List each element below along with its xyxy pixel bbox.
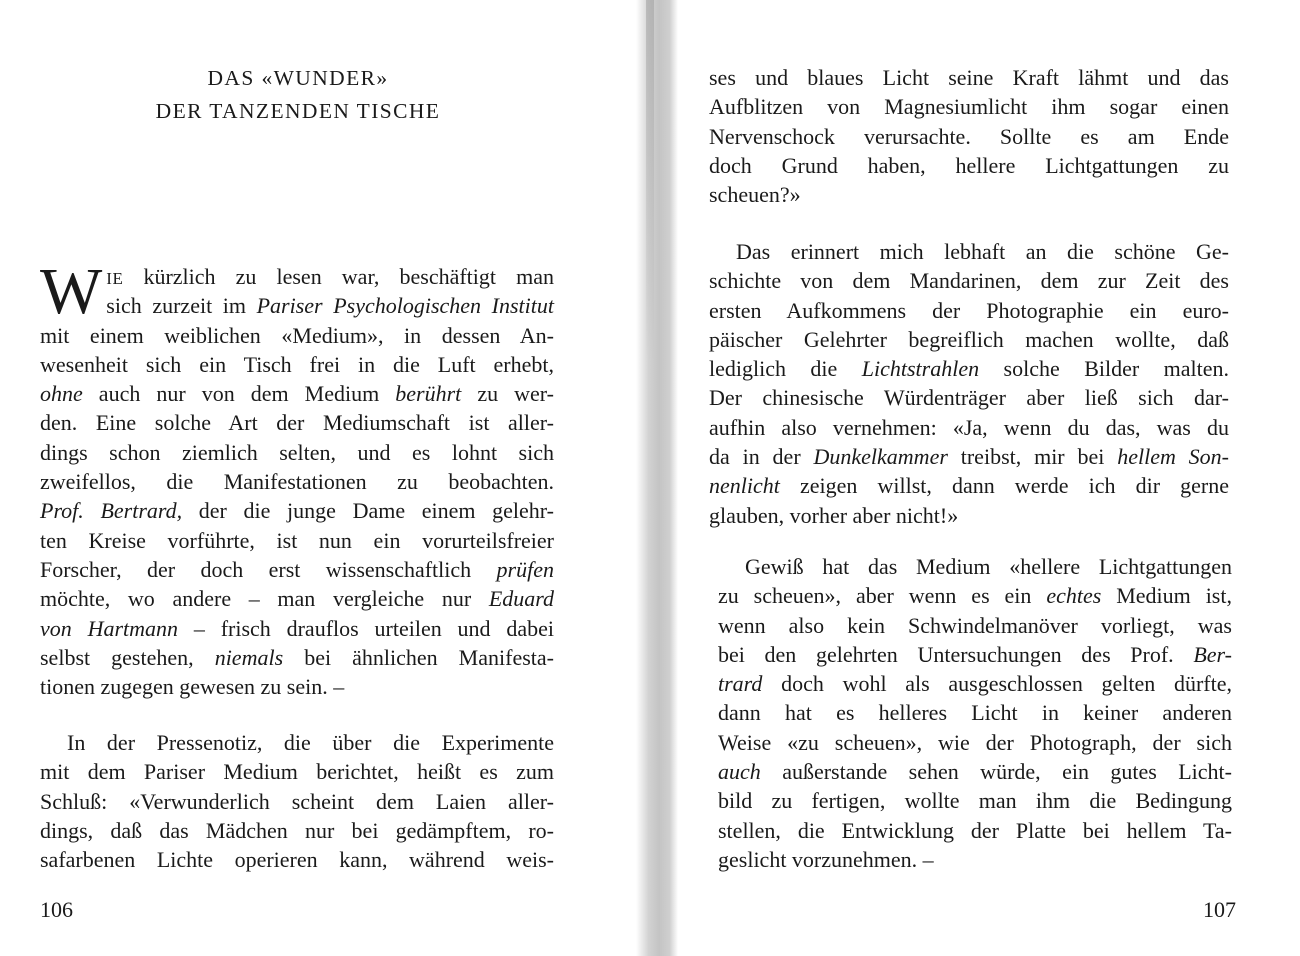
small-caps: IE (106, 269, 124, 288)
text-line (709, 354, 1229, 383)
text-line: ersten Aufkommens der Photographie ein euro- (709, 297, 1229, 323)
text-span: doch wohl als ausgeschlossen gelten dürfte, (762, 671, 1232, 697)
text-line: stellen, die Entwicklung der Platte bei hellem Ta- (718, 817, 1232, 843)
page-number: 107 (1203, 897, 1236, 922)
text-line: dings, daß das Mädchen nur bei gedämpftem, ro- (40, 817, 554, 843)
text-line (718, 669, 1232, 698)
text-line: doch Grund haben, hellere Lichtgattungen zu (709, 152, 1229, 178)
text-line (40, 555, 554, 584)
italic-span: Pariser Psychologischen Institut (256, 293, 554, 319)
text-line (40, 379, 554, 408)
text-span: bei ähnlichen Manifesta- (283, 644, 554, 670)
text-span: treibst, mir bei (947, 444, 1118, 470)
italic-span: prüfen (496, 556, 554, 582)
gutter-shadow (646, 0, 654, 360)
italic-span: nenlicht (709, 473, 780, 499)
italic-span: echtes (1046, 583, 1102, 609)
text-line: Gewiß hat das Medium «hellere Lichtgattungen (745, 554, 1232, 579)
text-line: schichte von dem Mandarinen, dem zur Zeit des (709, 268, 1229, 294)
text-span: kürzlich zu lesen war, beschäftigt man (123, 264, 554, 289)
chapter-title-line-1: DAS «WUNDER» (207, 66, 389, 90)
text-line (718, 757, 1232, 786)
chapter-title-line-2: DER TANZENDEN TISCHE (155, 99, 441, 123)
text-span: Medium ist, (1101, 583, 1232, 609)
text-span: bei den gelehrten Untersuchungen des Prof. (718, 641, 1194, 667)
book-gutter (636, 0, 678, 956)
page-number: 106 (40, 897, 73, 922)
text-line (40, 496, 554, 525)
text-span: solche Bilder malten. (979, 356, 1229, 382)
text-line: den. Eine solche Art der Mediumschaft ist aller- (40, 410, 554, 436)
italic-span: niemals (214, 644, 284, 670)
text-span: zeigen willst, dann werde ich dir gerne (779, 473, 1229, 499)
text-span: zu scheuen», aber wenn es ein (718, 583, 1047, 609)
text-line: aufhin also vernehmen: «Ja, wenn du das, was du (709, 414, 1229, 440)
text-line (718, 581, 1232, 610)
text-line: dann hat es helleres Licht in keiner anderen (718, 700, 1232, 726)
text-line: safarbenen Lichte operieren kann, während weis- (40, 847, 554, 873)
text-line: Nervenschock verursachte. Sollte es am Ende (709, 123, 1229, 149)
text-line: wesenheit sich ein Tisch frei in die Luft erhebt, (40, 351, 554, 377)
text-line (40, 262, 554, 291)
text-line (40, 584, 554, 613)
text-span: sich zurzeit im (106, 293, 257, 319)
italic-span: trard (718, 671, 763, 697)
text-line (718, 640, 1232, 669)
text-line: Der chinesische Würdenträger aber ließ sich dar- (709, 385, 1229, 411)
text-line: wenn also kein Schwindelmanöver vorliegt, was (718, 612, 1232, 638)
text-span: möchte, wo andere – man vergleiche nur (40, 586, 489, 612)
chapter-title (40, 62, 556, 128)
text-line: ten Kreise vorführte, ist nun ein vorurteilsfreier (40, 527, 554, 553)
text-span: der die junge Dame einem gelehr- (182, 498, 555, 524)
text-line: dings schon ziemlich selten, und es lohnt sich (40, 439, 554, 465)
italic-span: Prof. Bertrard, (40, 498, 183, 524)
text-line: tionen zugegen gewesen zu sein. – (40, 674, 345, 700)
text-span: Forscher, der doch erst wissenschaftlich (40, 556, 497, 582)
italic-span: Ber- (1193, 641, 1232, 667)
right-page (680, 0, 1300, 956)
text-line: Schluß: «Verwunderlich scheint dem Laien aller- (40, 788, 554, 814)
text-line (40, 643, 554, 672)
italic-span: von Hartmann (40, 615, 179, 641)
text-line: Weise «zu scheuen», wie der Photograph, der sich (718, 729, 1232, 755)
text-line: ses und blaues Licht seine Kraft lähmt und das (709, 65, 1229, 90)
text-line: Aufblitzen von Magnesiumlicht ihm sogar einen (709, 94, 1229, 120)
paragraph-2 (40, 728, 554, 874)
text-span: lediglich die (709, 356, 862, 382)
text-line: scheuen?» (709, 182, 801, 208)
text-line: In der Pressenotiz, die über die Experimente (67, 730, 554, 755)
text-line: mit dem Pariser Medium berichtet, heißt es zum (40, 759, 554, 785)
italic-span: Lichtstrahlen (861, 356, 980, 382)
text-line: zweifellos, die Manifestationen zu beobachten. (40, 469, 554, 495)
text-line (40, 291, 554, 320)
paragraph-1 (40, 255, 555, 701)
text-line: päischer Gelehrter begreiflich machen wollte, daß (709, 326, 1229, 352)
paragraph-2 (709, 237, 1229, 530)
text-span: außerstande sehen würde, ein gutes Licht- (760, 759, 1232, 785)
italic-span: berührt (395, 381, 462, 407)
text-span: da in der (709, 444, 814, 470)
text-span: – frisch drauflos urteilen und dabei (178, 615, 555, 641)
italic-span: hellem Son- (1117, 444, 1230, 470)
text-line (40, 614, 554, 643)
left-page (0, 0, 630, 956)
paragraph-1 (709, 63, 1229, 209)
text-line (709, 471, 1229, 500)
text-line: Das erinnert mich lebhaft an die schöne Ge- (736, 239, 1229, 264)
paragraph-3 (718, 552, 1232, 874)
text-span: selbst gestehen, (40, 644, 215, 670)
drop-cap: W (40, 255, 103, 328)
text-span: auch nur von dem Medium (82, 381, 396, 407)
italic-span: Dunkelkammer (813, 444, 948, 470)
text-line: glauben, vorher aber nicht!» (709, 502, 959, 528)
text-span: zu wer- (461, 381, 554, 407)
text-line: geslicht vorzunehmen. – (718, 846, 934, 872)
italic-span: Eduard (488, 586, 554, 612)
text-line: mit einem weiblichen «Medium», in dessen An- (40, 322, 554, 348)
text-line: bild zu fertigen, wollte man ihm die Bedingung (718, 788, 1232, 814)
text-line (709, 442, 1229, 471)
italic-span: auch (718, 759, 761, 785)
italic-span: ohne (40, 381, 83, 407)
